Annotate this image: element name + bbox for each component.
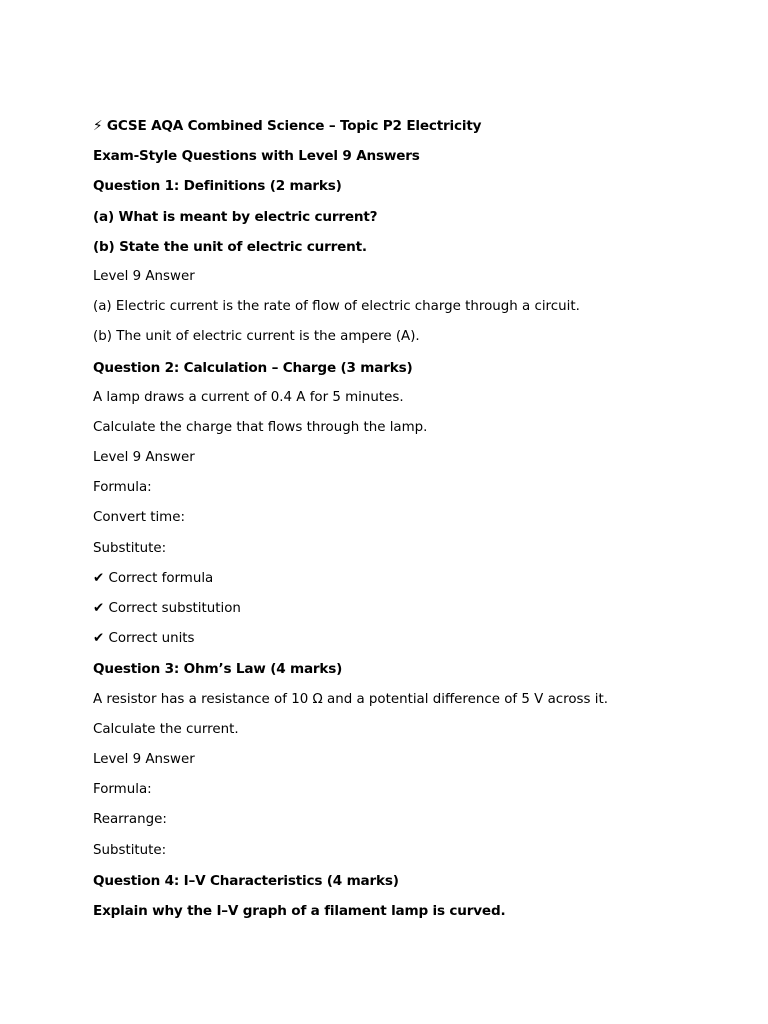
question-1a: (a) What is meant by electric current? <box>93 208 378 225</box>
question-3-heading: Question 3: Ohm’s Law (4 marks) <box>93 661 343 678</box>
question-text: Calculate the charge that flows through the lamp. <box>93 419 428 435</box>
document-body <box>93 115 733 930</box>
document-title: ⚡ GCSE AQA Combined Science – Topic P2 Electricity <box>93 118 482 134</box>
question-4-heading: Question 4: I–V Characteristics (4 marks) <box>93 872 399 889</box>
question-1-heading: Question 1: Definitions (2 marks) <box>93 178 342 195</box>
answer-line: Convert time: <box>93 510 185 526</box>
document-subtitle: Exam-Style Questions with Level 9 Answers <box>93 148 420 165</box>
answer-line: Formula: <box>93 480 152 496</box>
answer-label: Level 9 Answer <box>93 751 195 767</box>
question-2-heading: Question 2: Calculation – Charge (3 marks) <box>93 359 413 376</box>
answer-label: Level 9 Answer <box>93 268 195 284</box>
answer-line: Rearrange: <box>93 812 167 828</box>
answer-line: (a) Electric current is the rate of flow of electric charge through a circuit. <box>93 299 580 315</box>
question-1b: (b) State the unit of electric current. <box>93 238 367 255</box>
checklist-item: ✔ Correct substitution <box>93 601 241 616</box>
answer-line: Substitute: <box>93 842 167 858</box>
question-text: A lamp draws a current of 0.4 A for 5 minutes. <box>93 389 404 405</box>
question-text: Explain why the I–V graph of a filament lamp is curved. <box>93 902 506 919</box>
question-text: Calculate the current. <box>93 721 239 737</box>
answer-line: (b) The unit of electric current is the ampere (A). <box>93 329 420 345</box>
answer-line: Substitute: <box>93 540 167 556</box>
checklist-item: ✔ Correct formula <box>93 570 214 586</box>
question-text: A resistor has a resistance of 10 Ω and a potential difference of 5 V across it. <box>93 691 608 707</box>
answer-label: Level 9 Answer <box>93 450 195 466</box>
answer-line: Formula: <box>93 782 152 798</box>
checklist-item: ✔ Correct units <box>93 631 195 647</box>
